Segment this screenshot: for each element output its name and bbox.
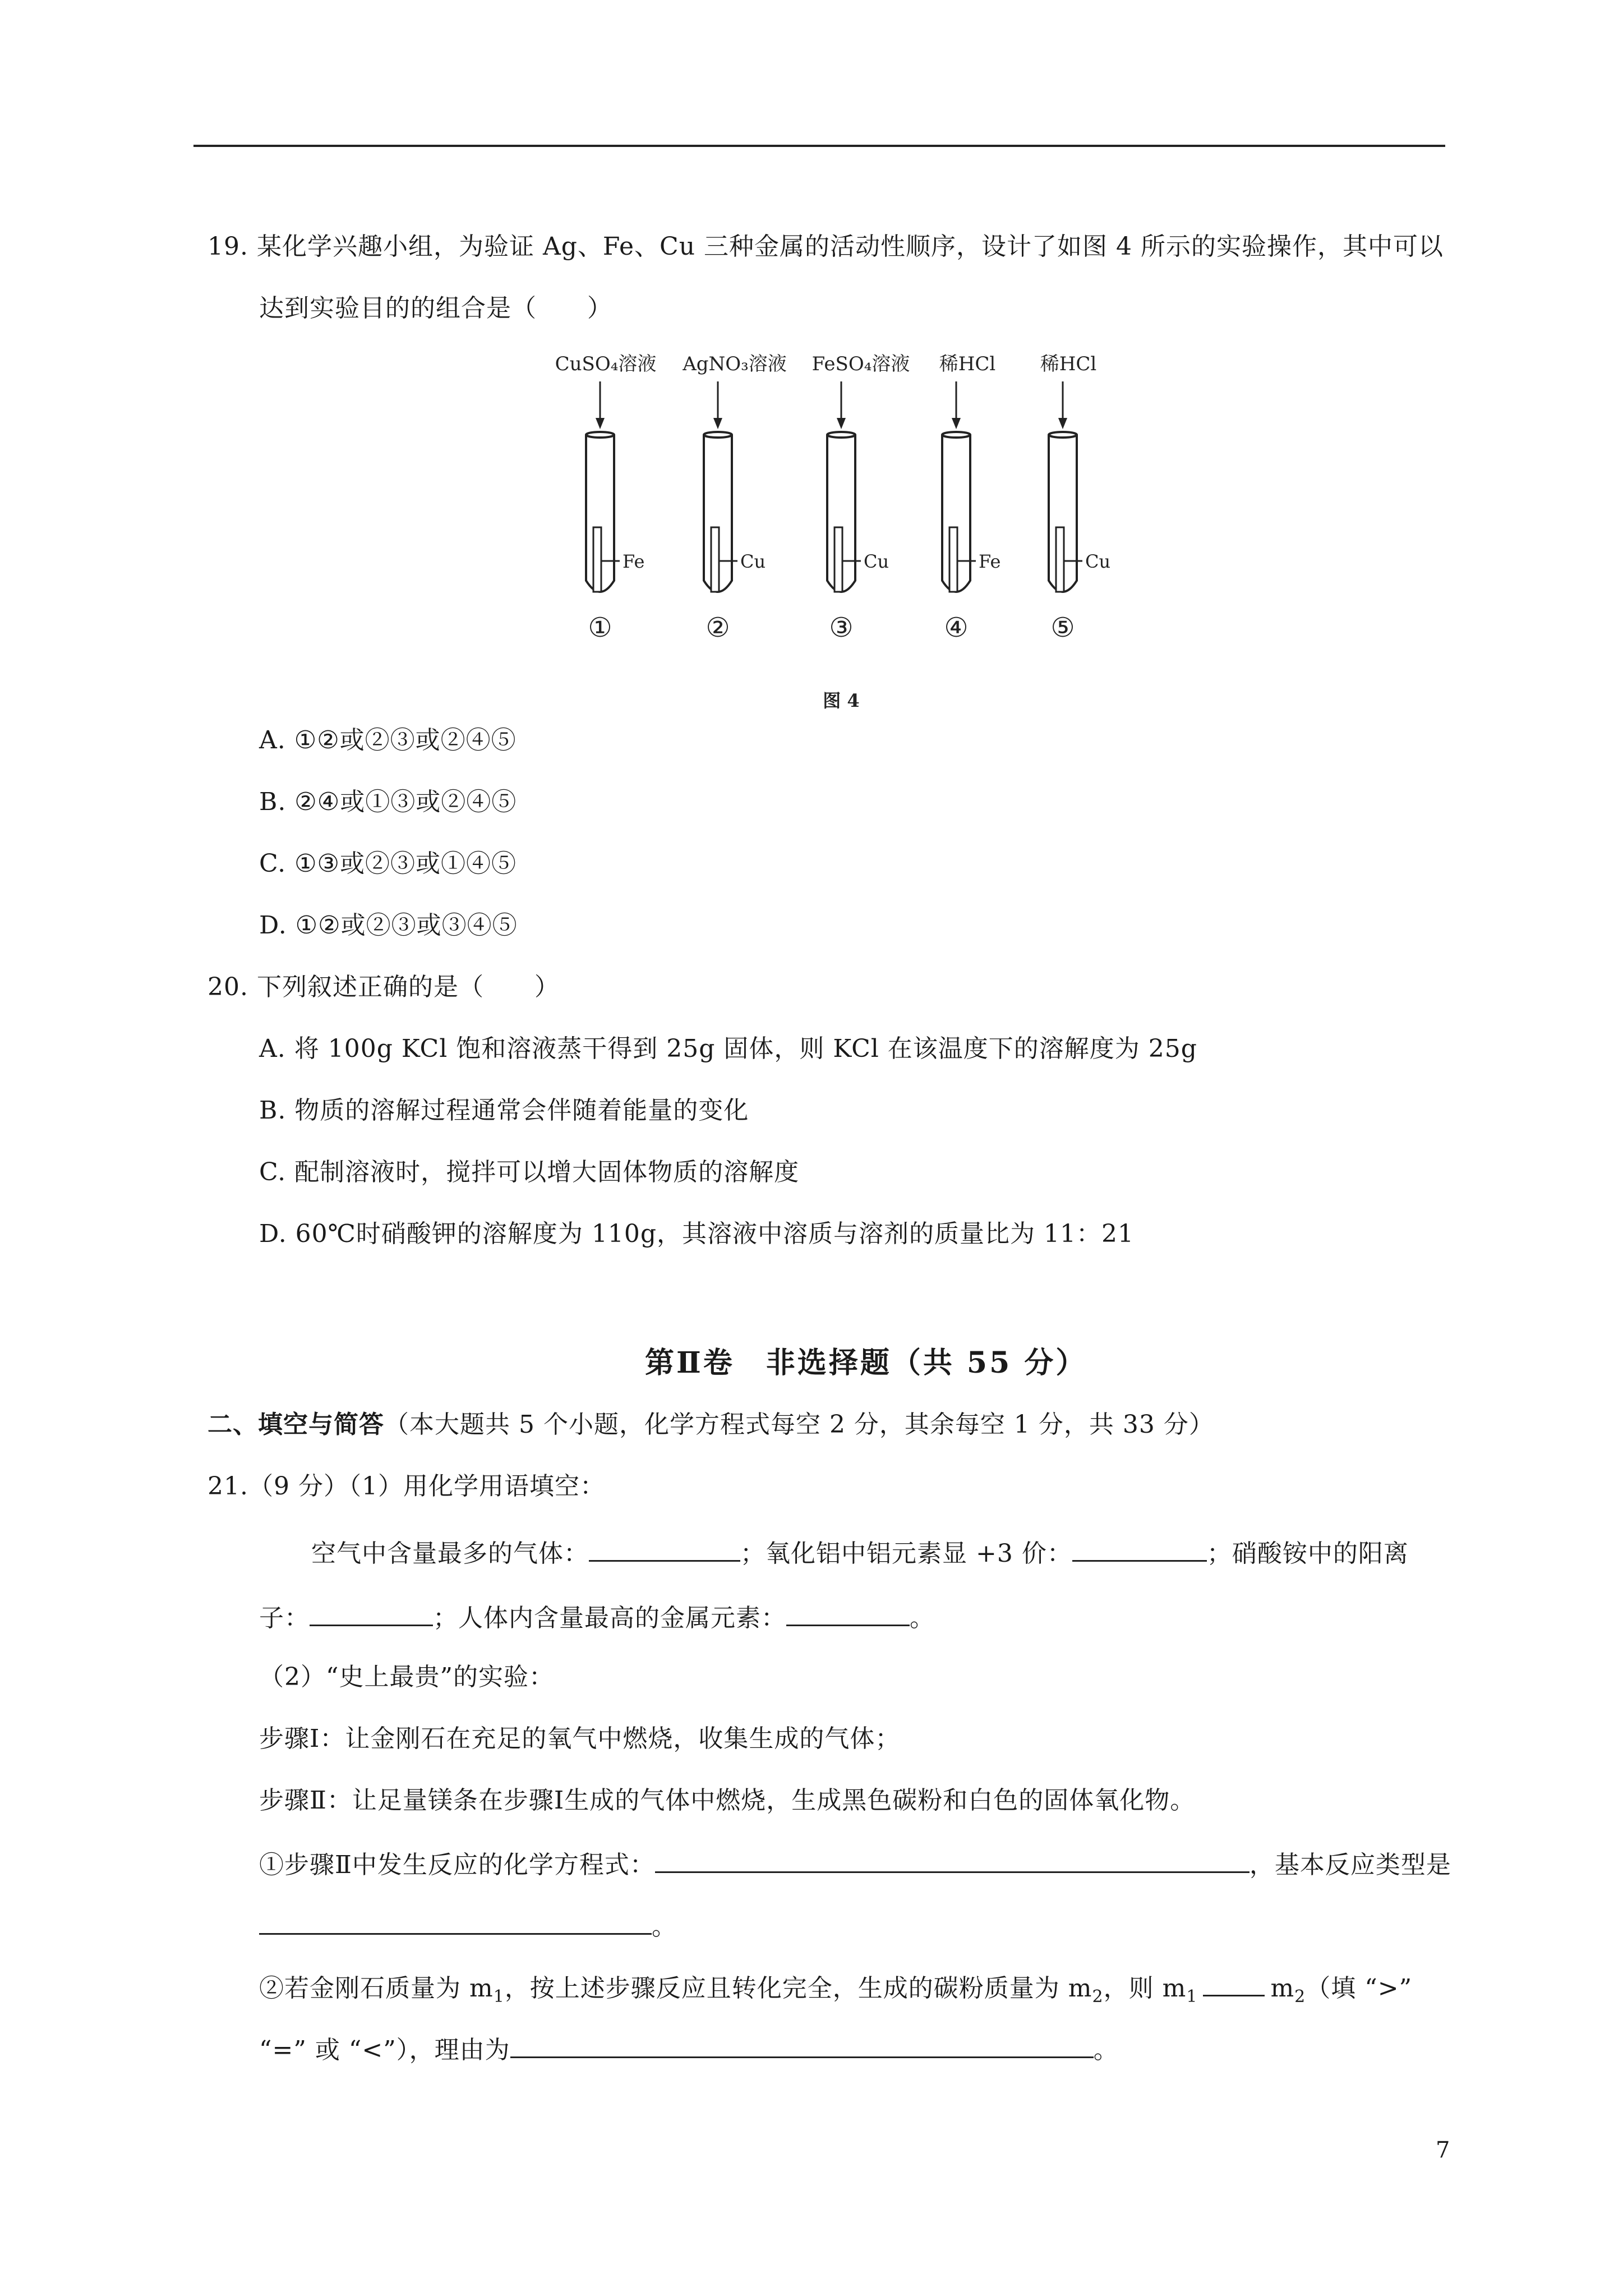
- q21-header: 21.（9 分）（1）用化学用语填空：: [208, 1472, 605, 1501]
- test-tube-figure: [538, 353, 1183, 718]
- metal-strip-4: [949, 527, 957, 592]
- part-note: （本大题共 5 个小题，化学方程式每空 2 分，其余每空 1 分，共 33 分）: [384, 1410, 1214, 1439]
- metal-label-1: Fe: [623, 551, 645, 572]
- q19-option-b: B. ②④或①③或②④⑤: [259, 788, 517, 816]
- reagent-label-1: CuSO₄溶液: [555, 353, 657, 375]
- metal-label-4: Fe: [979, 551, 1001, 572]
- metal-strip-5: [1056, 527, 1064, 592]
- blank-body-metal[interactable]: [786, 1599, 910, 1626]
- q21-sub1-cont: 。: [259, 1907, 677, 1944]
- q21-step2: 步骤Ⅱ：让足量镁条在步骤Ⅰ生成的气体中燃烧，生成黑色碳粉和白色的固体氧化物。: [259, 1786, 1196, 1815]
- q20-option-a: A. 将 100g KCl 饱和溶液蒸干得到 25g 固体，则 KCl 在该温度下的溶解度为 25g: [259, 1034, 1197, 1063]
- q19-option-d: D. ①②或②③或③④⑤: [259, 911, 518, 940]
- q21-sub2: ②若金刚石质量为 $m_1$，按上述步骤反应且转化完全，生成的碳粉质量为 $m_2$，则 $m_1$ $m_2$（填 “>”: [259, 1969, 1412, 2014]
- q21-line1: 空气中含量最多的气体： ；氧化铝中铝元素显 +3 价： ；硝酸铵中的阳离: [311, 1534, 1409, 1571]
- blank-ammonium-ion[interactable]: [310, 1599, 433, 1626]
- blank-reaction-type[interactable]: [259, 1907, 652, 1935]
- q19-stem-line1: 19. 某化学兴趣小组，为验证 Ag、Fe、Cu 三种金属的活动性顺序，设计了如图 4 所示的实验操作，其中可以: [208, 232, 1444, 261]
- tube-number-3: ③: [829, 612, 854, 643]
- q21-sub3: “=” 或 “<”），理由为 。: [259, 2031, 1119, 2067]
- q19-option-a: A. ①②或②③或②④⑤: [259, 726, 517, 754]
- blank-compare[interactable]: [1203, 1969, 1265, 1996]
- q21-step1: 步骤Ⅰ：让金刚石在充足的氧气中燃烧，收集生成的气体；: [259, 1724, 901, 1753]
- tube-number-2: ②: [706, 612, 730, 643]
- metal-strip-1: [593, 527, 601, 592]
- page-number: 7: [1436, 2137, 1450, 2163]
- part-heading: [208, 1408, 1214, 1442]
- blank-reason[interactable]: [510, 2031, 1094, 2058]
- q19-option-c: C. ①③或②③或①④⑤: [259, 849, 517, 878]
- tube-number-5: ⑤: [1050, 612, 1075, 643]
- q20-option-d: D. 60℃时硝酸钾的溶解度为 110g，其溶液中溶质与溶剂的质量比为 11：21: [259, 1220, 1134, 1248]
- metal-label-2: Cu: [740, 551, 766, 572]
- figure-caption: 图 4: [823, 690, 860, 711]
- header-rule: [193, 145, 1445, 147]
- q21-sub1: ①步骤Ⅱ中发生反应的化学方程式： ，基本反应类型是: [259, 1846, 1451, 1882]
- q21-part2: （2）“史上最贵”的实验：: [259, 1663, 554, 1691]
- reagent-label-4: 稀HCl: [939, 353, 996, 375]
- blank-aluminum-valence[interactable]: [1072, 1534, 1207, 1562]
- q19-stem-line2: 达到实验目的的组合是（ ）: [259, 294, 612, 323]
- part-title: 二、填空与简答: [208, 1410, 384, 1439]
- tube-number-1: ①: [588, 612, 612, 643]
- reagent-label-3: FeSO₄溶液: [811, 353, 910, 375]
- blank-most-abundant-gas[interactable]: [589, 1534, 740, 1562]
- metal-strip-3: [834, 527, 842, 592]
- reagent-label-2: AgNO₃溶液: [683, 353, 787, 375]
- tube-number-4: ④: [944, 612, 969, 643]
- metal-label-5: Cu: [1085, 551, 1111, 572]
- metal-strip-2: [711, 527, 719, 592]
- metal-label-3: Cu: [864, 551, 889, 572]
- blank-equation[interactable]: [655, 1846, 1249, 1873]
- q20-option-b: B. 物质的溶解过程通常会伴随着能量的变化: [259, 1096, 749, 1125]
- q20-stem: 20. 下列叙述正确的是（ ）: [208, 973, 560, 1001]
- reagent-label-5: 稀HCl: [1040, 353, 1097, 375]
- q21-line2: 子： ；人体内含量最高的金属元素： 。: [259, 1599, 935, 1635]
- q20-option-c: C. 配制溶液时，搅拌可以增大固体物质的溶解度: [259, 1158, 800, 1186]
- section-title: 第Ⅱ卷 非选择题（共 55 分）: [645, 1346, 1087, 1380]
